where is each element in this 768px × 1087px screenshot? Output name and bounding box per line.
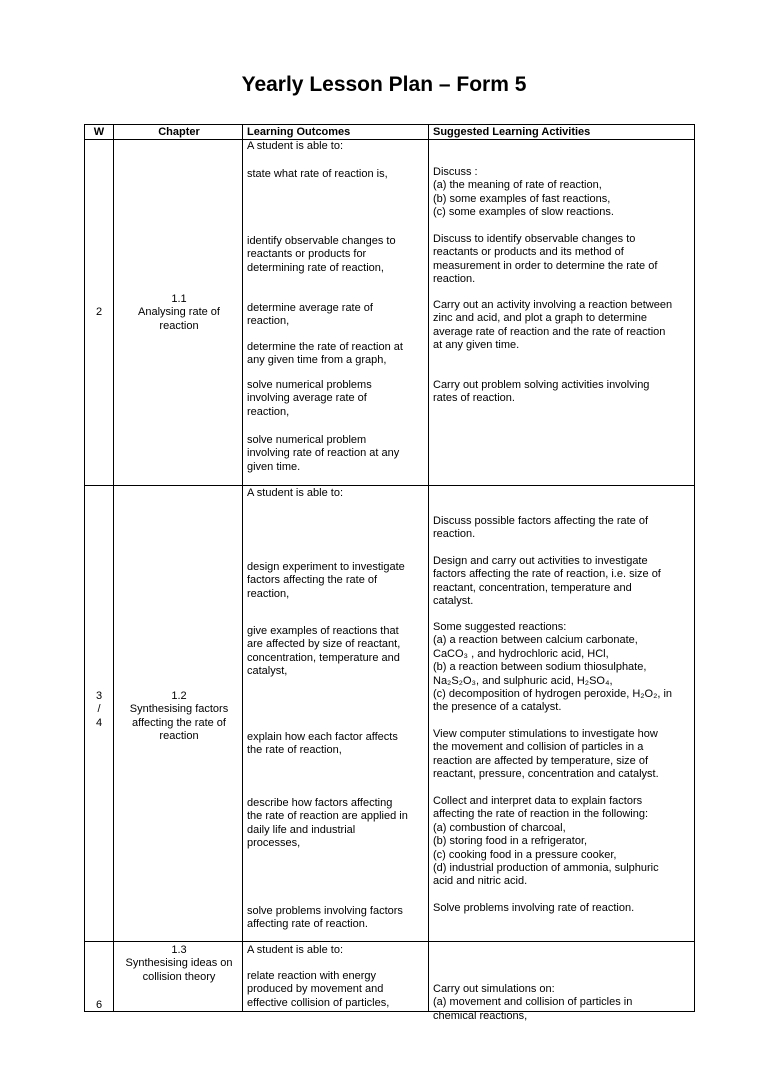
chapter-cell: 1.3 Synthesising ideas on collision theory <box>125 944 233 983</box>
learning-outcome: A student is able to: <box>247 944 344 956</box>
column-divider <box>242 125 243 1011</box>
learning-outcome: relate reaction with energy produced by movement and effective collision of particles, <box>247 970 390 1009</box>
learning-outcome: state what rate of reaction is, <box>247 168 388 180</box>
week-cell: 2 <box>95 306 103 318</box>
learning-outcome: determine the rate of reaction at any given time from a graph, <box>247 341 403 367</box>
learning-outcome: A student is able to: <box>247 140 344 152</box>
header-chapter: Chapter <box>158 126 200 138</box>
learning-activity: Collect and interpret data to explain factors affecting the rate of reaction in the following: (a) combustion of charcoal, (b) storing food in a refrigerator, (c) cooking food in a pressure cooker, (d) industrial production of ammonia, sulphuric acid and nitric acid. <box>433 795 659 888</box>
learning-outcome: solve numerical problem involving rate of reaction at any given time. <box>247 434 400 473</box>
learning-outcome: describe how factors affecting the rate of reaction are applied in daily life and industrial processes, <box>247 797 408 850</box>
page-title: Yearly Lesson Plan – Form 5 <box>241 73 527 96</box>
row-divider <box>85 485 694 486</box>
learning-outcome: determine average rate of reaction, <box>247 302 373 328</box>
learning-activity: Carry out an activity involving a reaction between zinc and acid, and plot a graph to determine average rate of reaction and the rate of reaction at any given time. <box>433 299 673 352</box>
column-divider <box>113 125 114 1011</box>
learning-activity: Some suggested reactions: (a) a reaction between calcium carbonate, CaCO₃ , and hydrochloric acid, HCl, (b) a reaction between sodium thiosulphate, Na₂S₂O₃, and sulphuric acid, H₂SO₄, (c) decomposition of hydrogen peroxide, H₂O₂, in the presence of a catalyst. <box>433 621 673 714</box>
chapter-cell: 1.1 Analysing rate of reaction <box>138 293 220 332</box>
learning-activity: Design and carry out activities to investigate factors affecting the rate of reaction, i.e. size of reactant, concentration, temperature and catalyst. <box>433 555 661 608</box>
learning-outcome: explain how each factor affects the rate of reaction, <box>247 731 398 757</box>
learning-activity: View computer stimulations to investigate how the movement and collision of particles in a reaction are affected by temperature, size of reactant, pressure, concentration and catalyst. <box>433 728 659 781</box>
learning-activity: Discuss possible factors affecting the rate of reaction. <box>433 515 649 541</box>
learning-activity: Carry out problem solving activities involving rates of reaction. <box>433 379 650 405</box>
chapter-cell: 1.2 Synthesising factors affecting the rate of reaction <box>129 690 229 743</box>
learning-activity: Carry out simulations on: (a) movement and collision of particles in chemical reactions, <box>433 983 633 1022</box>
learning-activity: Discuss to identify observable changes to reactants or products and its method of measurement in order to determine the rate of reaction. <box>433 233 658 286</box>
learning-outcome: identify observable changes to reactants or products for determining rate of reaction, <box>247 235 396 274</box>
learning-outcome: design experiment to investigate factors affecting the rate of reaction, <box>247 561 405 600</box>
learning-outcome: solve numerical problems involving average rate of reaction, <box>247 379 372 418</box>
header-activities: Suggested Learning Activities <box>433 126 591 138</box>
learning-activity: Discuss : (a) the meaning of rate of reaction, (b) some examples of fast reactions, (c) some examples of slow reactions. <box>433 166 614 219</box>
lesson-plan-table <box>84 124 695 1022</box>
row-divider <box>85 941 694 942</box>
learning-activity: Solve problems involving rate of reaction. <box>433 902 635 914</box>
learning-outcome: solve problems involving factors affecting rate of reaction. <box>247 905 403 931</box>
header-week: W <box>93 126 105 138</box>
week-cell: 6 <box>95 999 103 1011</box>
learning-outcome: A student is able to: <box>247 487 344 499</box>
learning-outcome: give examples of reactions that are affected by size of reactant, concentration, temperature and catalyst, <box>247 625 401 678</box>
header-learning-outcomes: Learning Outcomes <box>247 126 351 138</box>
week-cell: 3 / 4 <box>95 690 103 729</box>
